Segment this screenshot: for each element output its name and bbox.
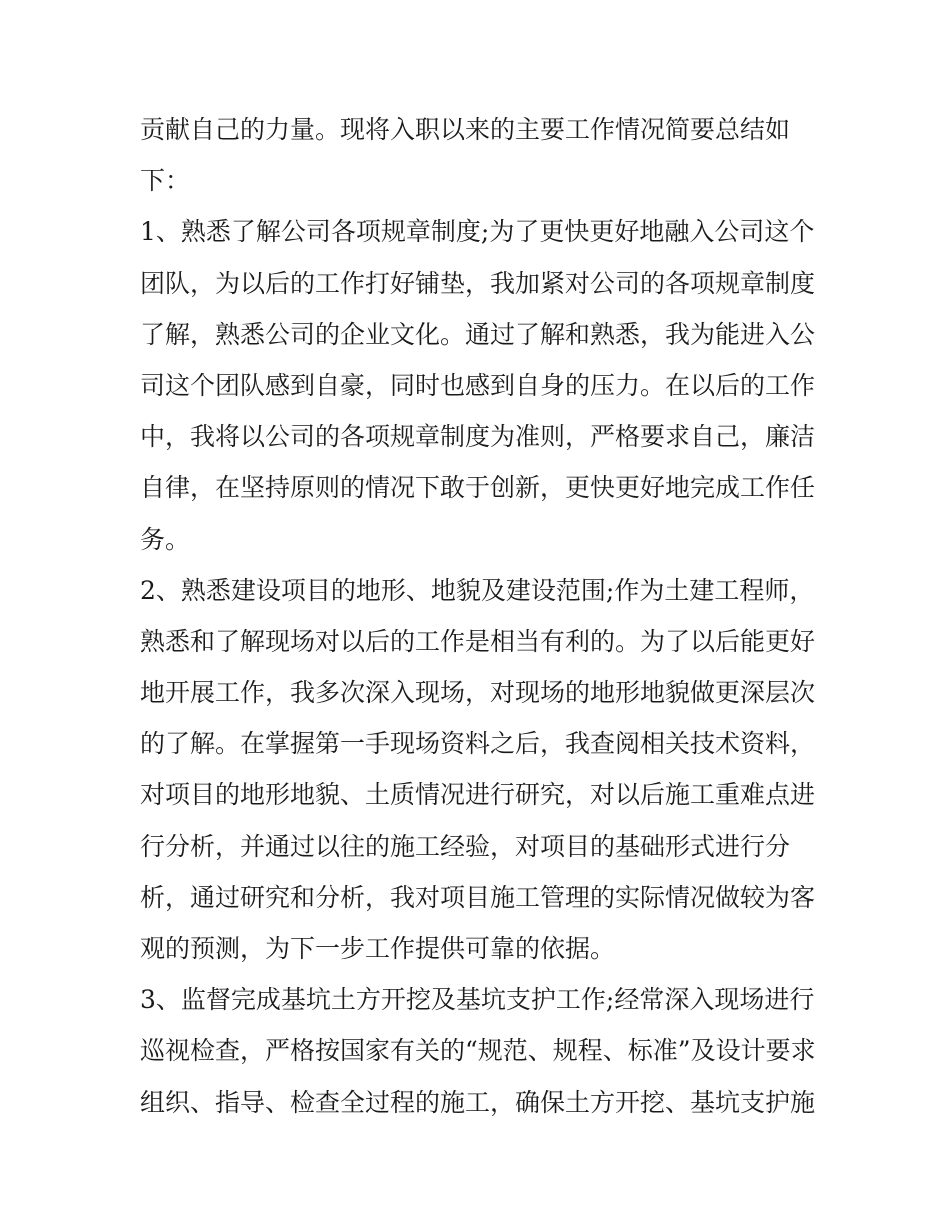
text-line: 析，通过研究和分析，我对项目施工管理的实际情况做较为客: [140, 882, 816, 912]
text-line: 地开展工作，我多次深入现场，对现场的地形地貌做更深层次: [140, 678, 816, 708]
text-line: 观的预测，为下一步工作提供可靠的依据。: [140, 934, 616, 963]
text-line: 熟悉和了解现场对以后的工作是相当有利的。为了以后能更好: [140, 626, 816, 656]
text-line: 中，我将以公司的各项规章制度为准则，严格要求自己，廉洁: [140, 422, 816, 452]
text-line: 了解，熟悉公司的企业文化。通过了解和熟悉，我为能进入公: [140, 319, 816, 349]
text-line: 1、熟悉了解公司各项规章制度;为了更快更好地融入公司这个: [140, 217, 815, 247]
text-line: 的了解。在掌握第一手现场资料之后，我查阅相关技术资料，: [140, 729, 816, 759]
text-line: 组织、指导、检查全过程的施工，确保土方开挖、基坑支护施: [140, 1087, 816, 1117]
text-line: 贡献自己的力量。现将入职以来的主要工作情况简要总结如: [140, 115, 791, 144]
text-line: 2、熟悉建设项目的地形、地貌及建设范围;作为土建工程师，: [140, 575, 815, 605]
text-line: 3、监督完成基坑土方开挖及基坑支护工作;经常深入现场进行: [140, 985, 815, 1015]
text-line: 团队，为以后的工作打好铺垫，我加紧对公司的各项规章制度: [140, 268, 816, 298]
text-line: 务。: [140, 524, 191, 554]
document-body: [140, 104, 820, 1128]
text-line: 巡视检查，严格按国家有关的“规范、规程、标准”及设计要求: [140, 1036, 816, 1066]
text-line: 自律，在坚持原则的情况下敢于创新，更快更好地完成工作任: [140, 473, 816, 503]
text-line: 行分析，并通过以往的施工经验，对项目的基础形式进行分: [140, 831, 791, 861]
text-line: 司这个团队感到自豪，同时也感到自身的压力。在以后的工作: [140, 370, 816, 400]
text-line: 对项目的地形地貌、土质情况进行研究，对以后施工重难点进: [140, 780, 816, 810]
text-line: 下：: [140, 166, 191, 196]
